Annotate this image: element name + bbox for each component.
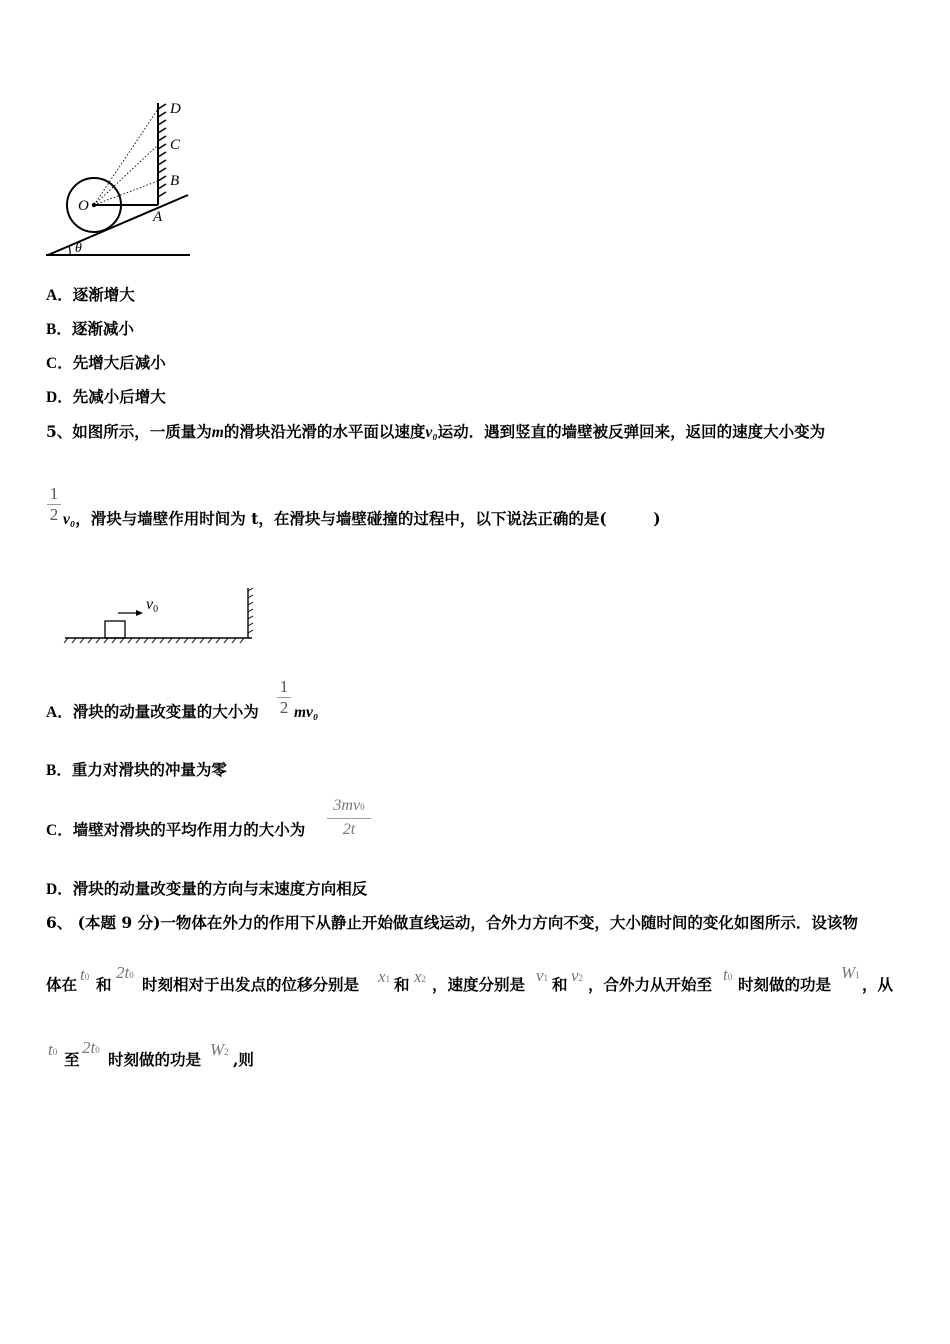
velocity-arrowhead <box>136 610 143 616</box>
q6-v1: v1 <box>536 966 549 985</box>
q6-work-text-2: 时刻做的功是 <box>738 975 832 994</box>
q4-option-D: D．先减小后增大 <box>46 387 166 406</box>
q6-l3-2t0: 2t0 <box>82 1038 100 1057</box>
q6-from-text: ，从 <box>862 975 894 994</box>
q6-x2: x2 <box>414 967 427 986</box>
q6-then-text: ,则 <box>233 1050 254 1069</box>
q6-stem-line2: 体在 <box>46 975 78 994</box>
dotted-lines <box>94 109 158 205</box>
q5-optA-fraction: $\frac{1}{2}$ <box>277 677 291 718</box>
q6-and-1: 和 <box>96 975 112 994</box>
incline-wall-figure <box>40 95 200 265</box>
q6-stem-line1: 6、 (本题 9 分)一物体在外力的作用下从静止开始做直线运动，合外力方向不变，大小随时间的变化如图所示．设该物 <box>46 913 858 932</box>
q6-2t0: 2t0 <box>116 963 134 982</box>
label-C: C <box>170 137 181 153</box>
q6-v2: v2 <box>571 966 584 985</box>
q5-half-fraction: $\frac{1}{2}$ <box>47 484 61 525</box>
q5-option-A-tail: mv₀ <box>294 704 319 721</box>
q5-option-C: C．墙壁对滑块的平均作用力的大小为 <box>46 820 306 839</box>
q6-work-text-3: 时刻做的功是 <box>108 1050 202 1069</box>
wall-hatch <box>248 588 253 633</box>
q6-work-text-1: ，合外力从开始至 <box>588 975 713 994</box>
q6-l3-t0: t0 <box>48 1040 58 1059</box>
q6-and-2: 和 <box>394 975 410 994</box>
label-theta: θ <box>75 241 82 256</box>
q5-option-B: B．重力对滑块的冲量为零 <box>46 760 227 779</box>
q6-t0b: t0 <box>723 965 733 984</box>
wall-hatch <box>158 104 166 197</box>
label-D: D <box>170 101 181 117</box>
q4-option-A: A．逐渐增大 <box>46 285 135 304</box>
q5-optC-fraction: $\frac{3mv0}{2t}$ <box>327 795 371 840</box>
label-A: A <box>153 209 163 225</box>
block <box>105 621 125 638</box>
q6-velocity-text: ，速度分别是 <box>432 975 526 994</box>
q4-option-B: B．逐渐减小 <box>46 319 134 338</box>
velocity-label: v0 <box>146 596 159 615</box>
label-O: O <box>78 198 89 214</box>
label-B: B <box>170 173 180 189</box>
q6-and-3: 和 <box>552 975 568 994</box>
q5-option-D: D．滑块的动量改变量的方向与末速度方向相反 <box>46 879 368 898</box>
q5-stem-line2: v₀，滑块与墙壁作用时间为 t，在滑块与墙壁碰撞的过程中，以下说法正确的是( ) <box>63 509 661 528</box>
q5-stem-line1: 5、如图所示，一质量为m的滑块沿光滑的水平面以速度v₀运动．遇到竖直的墙壁被反弹回来，返回的速度大小变为 <box>46 422 826 441</box>
q6-x1: x1 <box>378 967 391 986</box>
q6-W1: W1 <box>841 963 860 982</box>
q6-t0: t0 <box>80 965 90 984</box>
floor-hatch <box>64 638 244 643</box>
q6-W2: W2 <box>210 1040 229 1059</box>
q5-option-A: A．滑块的动量改变量的大小为 <box>46 702 259 721</box>
q4-option-C: C．先增大后减小 <box>46 353 166 372</box>
q6-displacement-text: 时刻相对于出发点的位移分别是 <box>142 975 360 994</box>
block-wall-figure <box>60 585 265 650</box>
theta-arc <box>69 246 70 255</box>
q6-to-text: 至 <box>64 1050 80 1069</box>
